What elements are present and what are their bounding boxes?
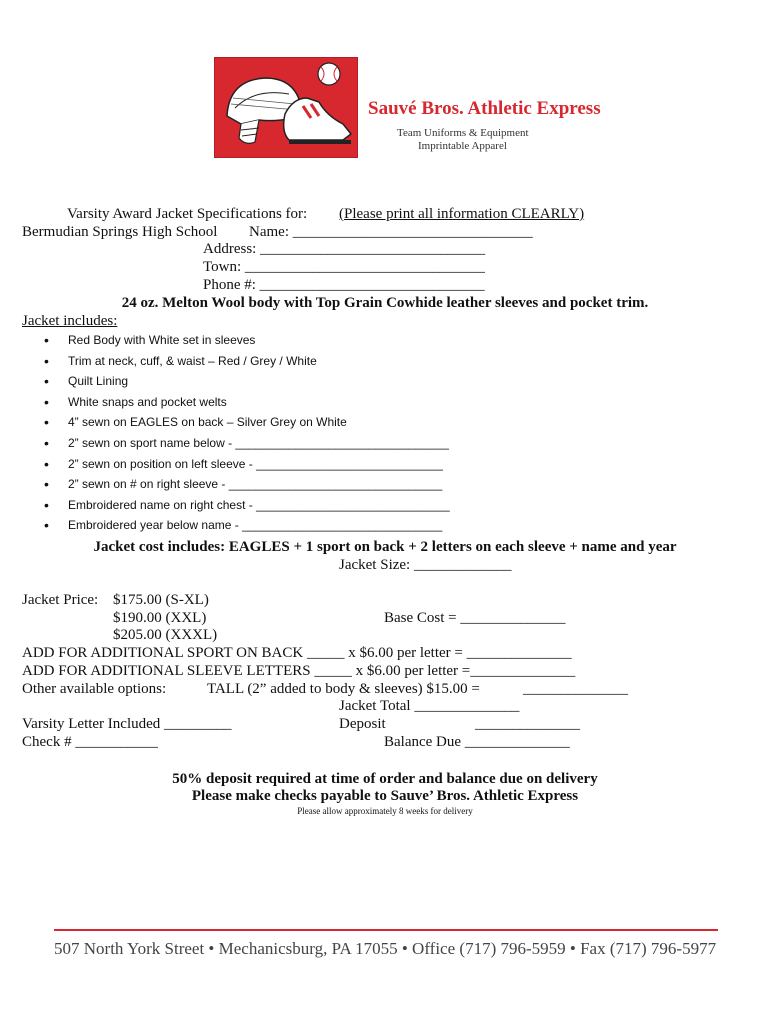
price-s-xl: $175.00 (S-XL) — [113, 592, 209, 608]
list-item: • 4” sewn on EAGLES on back – Silver Grey on White — [44, 412, 450, 433]
price-label: Jacket Price: — [22, 592, 99, 608]
footer-divider — [54, 929, 718, 931]
footer-address: 507 North York Street • Mechanicsburg, PA 17055 • Office (717) 796-5959 • Fax (717) 796-5977 — [54, 939, 717, 958]
embroidered-year-field[interactable]: • Embroidered year below name - ______________________________ — [44, 515, 450, 536]
company-tagline: Team Uniforms & Equipment — [397, 127, 529, 139]
other-options-label: Other available options: — [22, 681, 167, 697]
tall-field[interactable]: ______________ — [523, 681, 628, 697]
price-xxxl: $205.00 (XXXL) — [113, 627, 218, 643]
position-field[interactable]: • 2” sewn on position on left sleeve - ____________________________ — [44, 454, 450, 475]
school-name: Bermudian Springs High School — [22, 224, 218, 240]
list-item: • Trim at neck, cuff, & waist – Red / Grey / White — [44, 351, 450, 372]
includes-label: Jacket includes: — [22, 313, 118, 329]
phone-field[interactable]: Phone #: ______________________________ — [203, 277, 485, 293]
deposit-label: Deposit — [339, 716, 386, 732]
deposit-note: 50% deposit required at time of order and balance due on delivery — [172, 771, 598, 787]
list-item: • White snaps and pocket welts — [44, 392, 450, 413]
includes-list — [44, 330, 450, 536]
town-field[interactable]: Town: ________________________________ — [203, 259, 485, 275]
company-name: Sauvé Bros. Athletic Express — [368, 98, 601, 119]
base-cost-field[interactable]: Base Cost = ______________ — [384, 610, 566, 626]
price-xxl: $190.00 (XXL) — [113, 610, 207, 626]
embroidered-name-field[interactable]: • Embroidered name on right chest - _____________________________ — [44, 495, 450, 516]
jacket-size-field[interactable]: Jacket Size: _____________ — [339, 557, 512, 573]
print-clearly-note: (Please print all information CLEARLY) — [339, 206, 585, 222]
varsity-letter-field[interactable]: Varsity Letter Included _________ — [22, 716, 232, 732]
name-field[interactable]: Name: ________________________________ — [249, 224, 533, 240]
tall-option: TALL (2” added to body & sleeves) $15.00 = — [207, 681, 480, 697]
logo-image — [214, 57, 358, 158]
add-sleeve-field[interactable]: ADD FOR ADDITIONAL SLEEVE LETTERS _____ x $6.00 per letter =______________ — [22, 663, 576, 679]
deposit-field[interactable]: ______________ — [475, 716, 580, 732]
list-item: • Quilt Lining — [44, 371, 450, 392]
delivery-note: Please allow approximately 8 weeks for delivery — [297, 806, 473, 816]
check-number-field[interactable]: Check # ___________ — [22, 734, 158, 750]
jacket-total-field[interactable]: Jacket Total ______________ — [339, 698, 520, 714]
address-field[interactable]: Address: ______________________________ — [203, 241, 486, 257]
spec-title: Varsity Award Jacket Specifications for: — [67, 206, 308, 222]
body-spec: 24 oz. Melton Wool body with Top Grain Cowhide leather sleeves and pocket trim. — [121, 295, 649, 311]
company-tagline-2: Imprintable Apparel — [418, 140, 507, 152]
add-sport-field[interactable]: ADD FOR ADDITIONAL SPORT ON BACK _____ x $6.00 per letter = ______________ — [22, 645, 572, 661]
number-field[interactable]: • 2” sewn on # on right sleeve - ________________________________ — [44, 474, 450, 495]
list-item: • Red Body with White set in sleeves — [44, 330, 450, 351]
balance-due-field[interactable]: Balance Due ______________ — [384, 734, 570, 750]
sport-name-field[interactable]: • 2” sewn on sport name below - ________________________________ — [44, 433, 450, 454]
checks-payable-note: Please make checks payable to Sauve’ Bros. Athletic Express — [191, 788, 579, 804]
cost-includes: Jacket cost includes: EAGLES + 1 sport on back + 2 letters on each sleeve + name and year — [93, 539, 677, 555]
helmet-shoe-ball-icon — [215, 58, 357, 157]
